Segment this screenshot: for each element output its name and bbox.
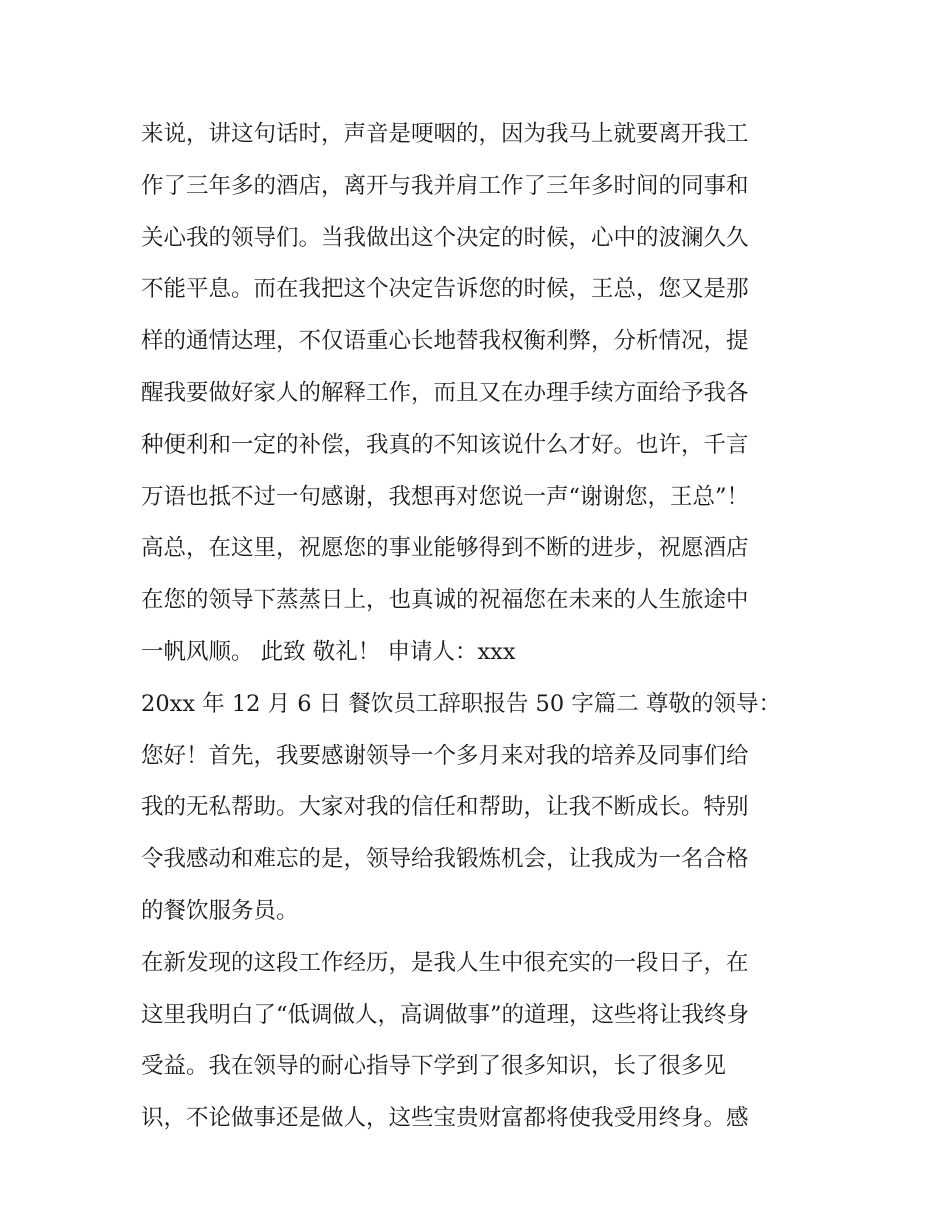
text-line: 关心我的领导们。当我做出这个决定的时候，心中的波澜久久 (141, 224, 749, 251)
text-line: 样的通情达理，不仅语重心长地替我权衡利弊，分析情况，提 (141, 328, 749, 355)
text-line: 的餐饮服务员。 (141, 897, 299, 924)
text-line: 在您的领导下蒸蒸日上，也真诚的祝福您在未来的人生旅途中 (141, 587, 749, 614)
text-line: 高总，在这里，祝愿您的事业能够得到不断的进步，祝愿酒店 (141, 535, 749, 562)
text-line: 作了三年多的酒店，离开与我并肩工作了三年多时间的同事和 (141, 172, 749, 199)
text-line: 不能平息。而在我把这个决定告诉您的时候，王总，您又是那 (141, 276, 749, 303)
text-line: 令我感动和难忘的是，领导给我锻炼机会，让我成为一名合格 (141, 846, 749, 873)
text-line: 我的无私帮助。大家对我的信任和帮助，让我不断成长。特别 (141, 794, 749, 821)
text-line: 受益。我在领导的耐心指导下学到了很多知识，长了很多见 (141, 1053, 727, 1080)
text-line: 一帆风顺。 此致 敬礼！ 申请人：xxx (141, 638, 516, 665)
text-line: 20xx 年 12 月 6 日 餐饮员工辞职报告 50 字篇二 尊敬的领导： (141, 690, 781, 717)
body-text (141, 109, 821, 1145)
text-line: 您好！首先，我要感谢领导一个多月来对我的培养及同事们给 (141, 742, 749, 769)
text-line: 万语也抵不过一句感谢，我想再对您说一声“谢谢您，王总”！ (141, 483, 750, 510)
text-line: 这里我明白了“低调做人，高调做事”的道理，这些将让我终身 (141, 1001, 750, 1028)
text-line: 在新发现的这段工作经历，是我人生中很充实的一段日子，在 (141, 949, 749, 976)
text-line: 识，不论做事还是做人，这些宝贵财富都将使我受用终身。感 (141, 1105, 749, 1132)
text-line: 来说，讲这句话时，声音是哽咽的，因为我马上就要离开我工 (141, 121, 749, 147)
text-line: 醒我要做好家人的解释工作，而且又在办理手续方面给予我各 (141, 379, 749, 406)
text-line: 种便利和一定的补偿，我真的不知该说什么才好。也许，千言 (141, 431, 749, 458)
